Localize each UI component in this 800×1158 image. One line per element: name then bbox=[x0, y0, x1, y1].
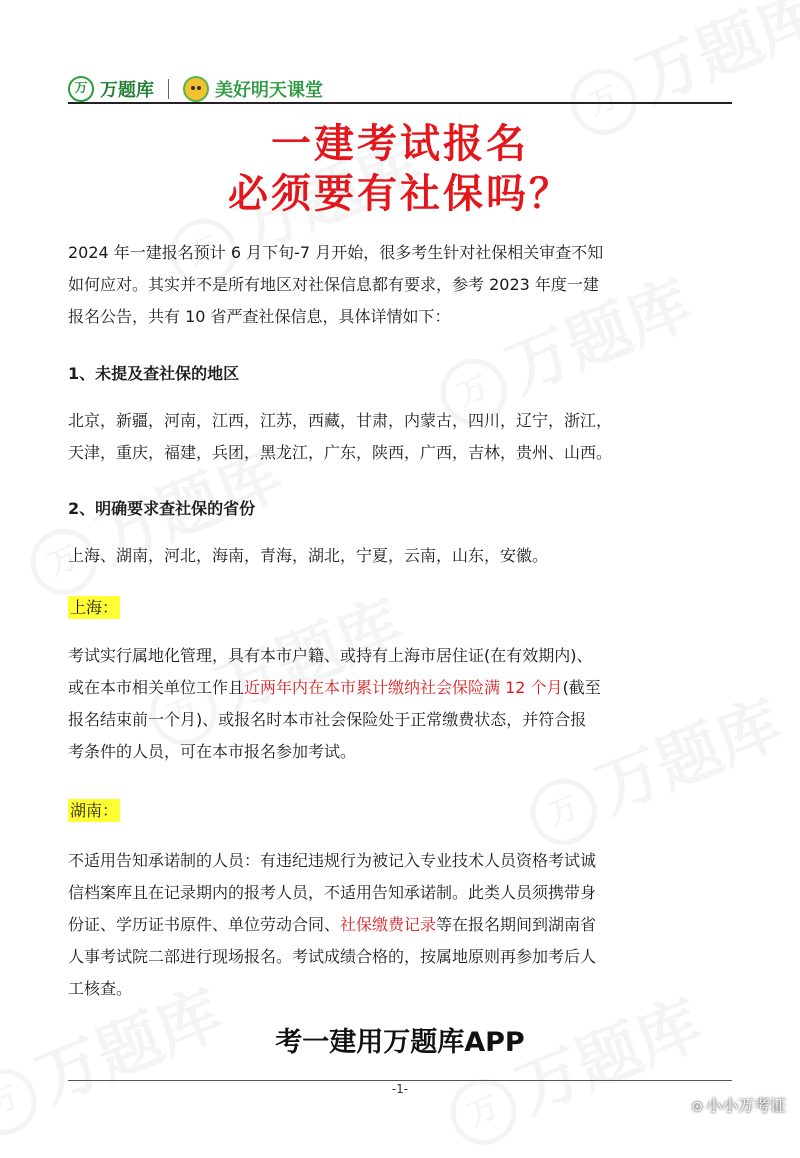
header-rule bbox=[68, 102, 732, 104]
attribution-icon: ⊙ bbox=[691, 1099, 703, 1115]
page-title-line2: 必须要有社保吗？ bbox=[228, 170, 572, 217]
hunan-label bbox=[68, 795, 732, 827]
footer-rule bbox=[68, 1080, 732, 1081]
intro-line: 报名公告，共有 10 省严查社保信息，具体详情如下： bbox=[68, 307, 451, 326]
hunan-paragraph: 不适用告知承诺制的人员：有违纪违规行为被记入专业技术人员资格考试诚 信档案库且在记录期内的报考人员，不适用告知承诺制。此类人员须携带身 份证、学历证书原件、单位劳动合同、社保缴费记录等在报名期间到湖南省 人事考试院二部进行现场报名。考试成绩合格的，按属地原则再参加考后人 工核查。 bbox=[68, 851, 597, 998]
intro-line: 如何应对。其实并不是所有地区对社保信息都有要求，参考 2023 年度一建 bbox=[68, 275, 599, 294]
page-title-line1: 一建考试报名 bbox=[271, 120, 529, 167]
intro-line: 2024 年一建报名预计 6 月下旬-7 月开始，很多考生针对社保相关审查不知 bbox=[68, 243, 604, 262]
province-line: 上海、湖南，河北，海南，青海，湖北，宁夏，云南，山东，安徽。 bbox=[68, 546, 549, 565]
attribution-text: 小小万考证 bbox=[705, 1096, 786, 1115]
hunan-highlight: 湖南： bbox=[70, 801, 119, 820]
attribution bbox=[691, 1093, 786, 1116]
hunan-red-text: 社保缴费记录 bbox=[340, 915, 437, 934]
shanghai-red-text: 近两年内在本市累计缴纳社会保险满 12 个月 bbox=[244, 678, 563, 697]
shanghai-paragraph: 考试实行属地化管理，具有本市户籍、或持有上海市居住证(在有效期内)、 或在本市相关单位工作且近两年内在本市累计缴纳社会保险满 12 个月(截至 报名结束前一个月)、或报名时本市社会保险处于正常缴费状态，并符合报 考条件的人员，可在本市报名参加考试。 bbox=[68, 646, 601, 761]
wantiku-logo-icon: 万 bbox=[68, 76, 94, 102]
brand-wantiku: 万题库 bbox=[100, 80, 154, 101]
header-divider bbox=[168, 79, 169, 99]
intro-paragraph bbox=[68, 237, 732, 333]
shanghai-label bbox=[68, 592, 732, 624]
section2-list bbox=[68, 540, 732, 572]
page-number: -1- bbox=[391, 1082, 409, 1096]
region-line: 北京，新疆，河南，江西，江苏，西藏，甘肃，内蒙古，四川，辽宁，浙江， bbox=[68, 411, 613, 430]
section1-list bbox=[68, 405, 732, 469]
lion-logo-icon bbox=[183, 76, 209, 102]
section1-heading: 1、未提及查社保的地区 bbox=[68, 364, 240, 383]
shanghai-highlight: 上海： bbox=[70, 598, 119, 617]
region-line: 天津，重庆，福建，兵团，黑龙江，广东，陕西，广西，吉林，贵州、山西。 bbox=[68, 443, 613, 462]
app-cta: 考一建用万题库APP bbox=[275, 1027, 525, 1058]
page-header bbox=[68, 74, 732, 104]
section2-heading: 2、明确要求查社保的省份 bbox=[68, 499, 256, 518]
brand-meihao: 美好明天课堂 bbox=[215, 80, 323, 101]
